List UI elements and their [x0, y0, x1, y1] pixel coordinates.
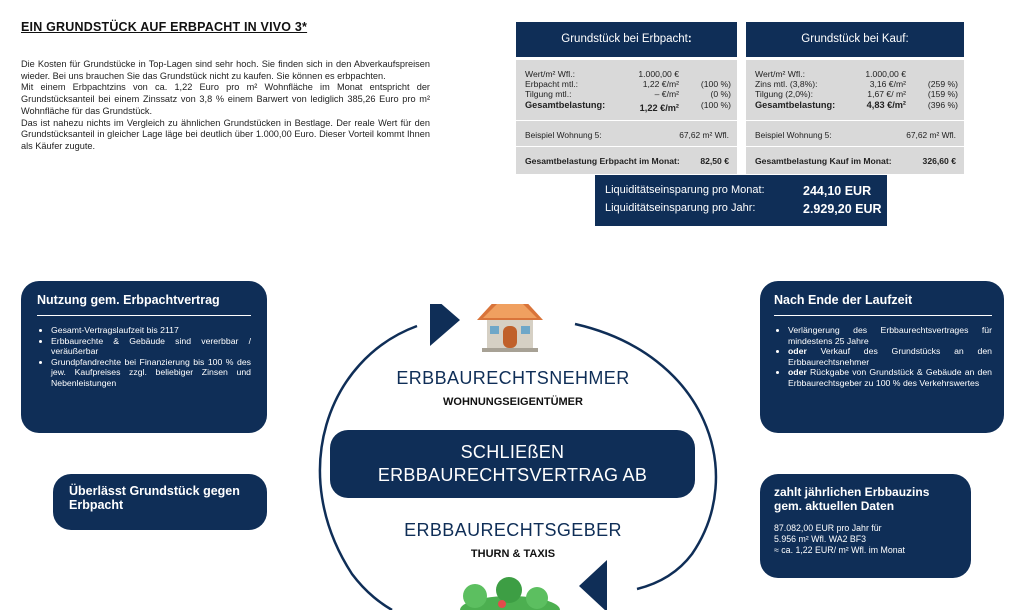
liquidity-label: Liquiditätseinsparung pro Jahr: [605, 202, 756, 214]
list-item: • Grundpfandrechte bei Finanzierung bis 100 % des jew. Kaufpreises zzgl. beliebiger Zinsen und Nebenleistungen [51, 357, 251, 389]
list-item: • Gesamt-Vertragslaufzeit bis 2117 [51, 325, 251, 336]
row-value: 4,83 €/m² [866, 100, 906, 110]
contract-line: ERBBAURECHTSVERTRAG AB [377, 465, 648, 485]
row-label: Gesamtbelastung: [525, 100, 606, 110]
geber-sublabel: THURN & TAXIS [470, 548, 556, 560]
row-label: Tilgung mtl.: [525, 89, 572, 99]
liquidity-label: Liquiditätseinsparung pro Monat: [605, 184, 765, 196]
intro-text [21, 59, 430, 153]
row-value: 1.000,00 € [865, 69, 906, 79]
list-item-text: Rückgabe von Grundstück & Gebäude an den Erbbaurechtsgeber zu 100 % des Verkehrswertes [788, 367, 992, 388]
example-label: Beispiel Wohnung 5: [525, 130, 602, 140]
erbpacht-panel-heading [516, 22, 737, 57]
intro-paragraph: Die Kosten für Grundstücke in Top-Lagen sind sehr hoch. Sie finden sich in den Abverkaufspreisen wieder. Bei uns brauchen Sie das Grundstück nicht zu kaufen. Sie können es erbpachten. [21, 59, 430, 81]
zins-title: zahlt jährlichen Erbbauzins gem. aktuellen Daten [774, 485, 930, 513]
ueberlaesst-text: Überlässt Grundstück gegen Erbpacht [69, 484, 240, 512]
row-value: 1.000,00 € [638, 69, 679, 79]
total-value: 82,50 € [700, 156, 729, 166]
row-label: Wert/m² Wfl.: [755, 69, 805, 79]
contract-box [330, 430, 695, 498]
erbpacht-row [525, 89, 731, 100]
ende-title: Nach Ende der Laufzeit [774, 293, 913, 307]
row-label: Erbpacht mtl.: [525, 79, 579, 89]
example-value: 67,62 m² Wfl. [679, 130, 729, 140]
row-value: – €/m² [654, 89, 679, 99]
arrow-left-icon [579, 560, 607, 610]
erbpacht-row-total [525, 100, 731, 111]
geber-label: ERBBAURECHTSGEBER [404, 520, 622, 540]
total-row [755, 156, 956, 166]
example-label: Beispiel Wohnung 5: [755, 130, 832, 140]
nutzung-list [37, 325, 251, 388]
list-item [788, 346, 992, 367]
row-label: Zins mtl. (3,8%): [755, 79, 818, 89]
liquidity-box [595, 175, 887, 226]
arrow-right-icon [430, 304, 460, 346]
contract-line: SCHLIEßEN [460, 442, 565, 462]
list-item [788, 325, 992, 346]
ende-box [760, 281, 1004, 433]
divider [516, 146, 737, 147]
intro-paragraph: Mit einem Erbpachtzins von ca. 1,22 Euro pro m² Wohnfläche im Monat entspricht der Grundstücksanteil bei einem Zinssatz von 3,8 % einem Barwert von lediglich 385,26 Euro pro m² Wohnfläche für das Grundstück. [21, 82, 430, 116]
example-row [525, 130, 729, 140]
divider [516, 120, 737, 121]
row-percent: (259 %) [927, 79, 958, 89]
zins-details [774, 523, 959, 556]
erbpacht-panel-body [516, 60, 737, 174]
ueberlaesst-box [53, 474, 267, 530]
total-label: Gesamtbelastung Kauf im Monat: [755, 156, 892, 166]
list-item: • Erbbaurechte & Gebäude sind vererbbar / veräußerbar [51, 336, 251, 357]
kauf-panel-heading: Grundstück bei Kauf: [746, 22, 964, 57]
divider [37, 315, 251, 316]
nehmer-sublabel: WOHNUNGSEIGENTÜMER [443, 396, 583, 408]
erbpacht-panel [516, 22, 737, 174]
ende-list [774, 325, 992, 388]
zins-line: 87.082,00 EUR pro Jahr für [774, 523, 882, 533]
total-label: Gesamtbelastung Erbpacht im Monat: [525, 156, 680, 166]
kauf-panel-body [746, 60, 964, 174]
row-percent: (100 %) [700, 100, 731, 110]
row-label: Wert/m² Wfl.: [525, 69, 575, 79]
nutzung-box [21, 281, 267, 433]
divider [774, 315, 992, 316]
total-value: 326,60 € [922, 156, 956, 166]
row-value: 1,22 €/m² [642, 79, 679, 89]
row-value: 1,67 €/ m² [867, 89, 906, 99]
example-value: 67,62 m² Wfl. [906, 130, 956, 140]
row-value: 1,22 €/m² [639, 103, 679, 113]
row-percent: (0 %) [710, 89, 731, 99]
list-item [788, 367, 992, 388]
erbpacht-heading-text: Grundstück bei Erbpacht [561, 33, 688, 45]
list-item-lead: oder [788, 346, 807, 356]
kauf-row [755, 89, 958, 100]
divider [746, 120, 964, 121]
row-percent: (159 %) [927, 89, 958, 99]
nehmer-label: ERBBAURECHTSNEHMER [396, 368, 630, 388]
nutzung-title: Nutzung gem. Erbpachtvertrag [37, 293, 220, 307]
example-row [755, 130, 956, 140]
intro-paragraph: Das ist nahezu nichts im Vergleich zu ähnlichen Grundstücken in Bestlage. Der reale Wert für den Grundstücksanteil in gleicher Lage läge bei deutlich über 1.000,00 Euro. Dieser Vorteil kommt Ihnen als Käufer zugute. [21, 117, 430, 151]
row-label: Gesamtbelastung: [755, 100, 836, 110]
list-item-text: Verkauf des Grundstücks an den Erbbaurechtsnehmer [788, 346, 992, 367]
liquidity-value: 244,10 EUR [803, 184, 872, 198]
house-icon [477, 304, 543, 352]
row-value: 3,16 €/m² [869, 79, 906, 89]
list-item-lead: oder [788, 367, 807, 377]
zins-line: ≈ ca. 1,22 EUR/ m² Wfl. im Monat [774, 545, 905, 555]
divider [746, 146, 964, 147]
liquidity-value: 2.929,20 EUR [803, 202, 882, 216]
row-label: Tilgung (2,0%): [755, 89, 813, 99]
total-row [525, 156, 729, 166]
zins-box [760, 474, 971, 578]
kauf-row-total [755, 100, 958, 111]
list-item-text: Verlängerung des Erbbaurechtsvertrages für mindestens 25 Jahre [788, 325, 992, 346]
zins-line: 5.956 m² Wfl. WA2 BF3 [774, 534, 867, 544]
row-percent: (100 %) [700, 79, 731, 89]
row-percent: (396 %) [927, 100, 958, 110]
kauf-panel [746, 22, 964, 174]
erbpacht-heading-colon: : [687, 33, 692, 45]
trees-icon [460, 577, 560, 610]
page-title: EIN GRUNDSTÜCK AUF ERBPACHT IN VIVO 3* [21, 20, 308, 34]
